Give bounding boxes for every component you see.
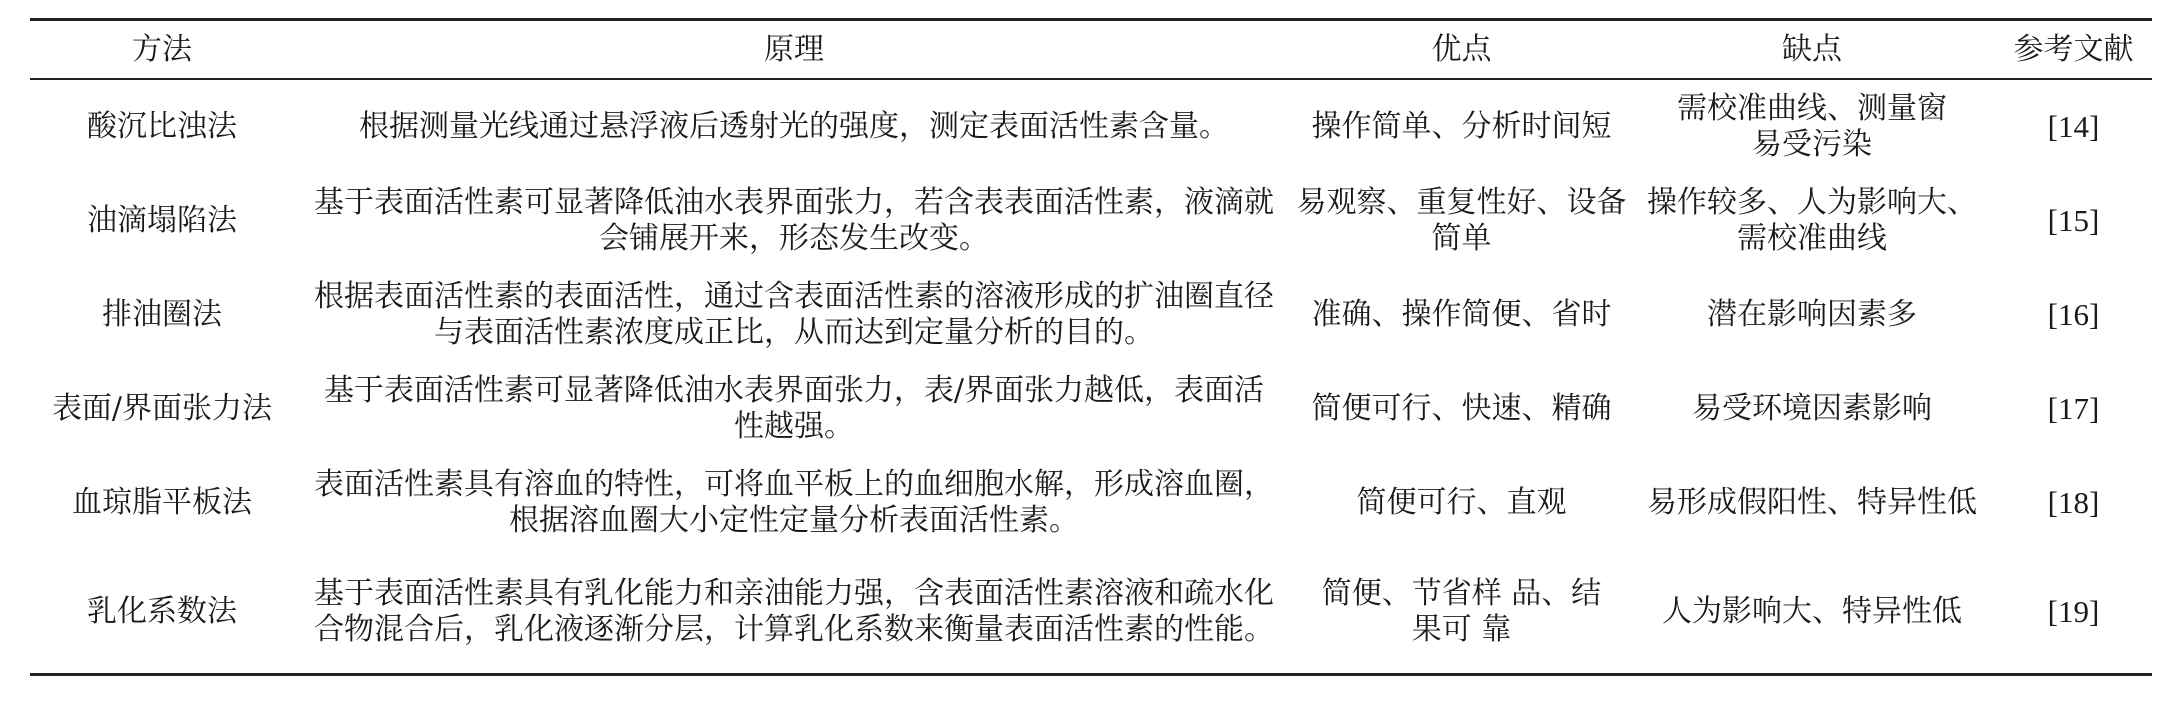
principle-cell: 表面活性素具有溶血的特性，可将血平板上的血细胞水解，形成溶血圈，根据溶血圈大小定性定量分析表面活性素。 [314, 467, 1274, 538]
reference-cell: [19] [2047, 593, 2100, 629]
pros-cell: 操作简单、分析时间短 [1311, 109, 1612, 144]
table-row [30, 362, 2152, 456]
principle-cell: 根据表面活性素的表面活性，通过含表面活性素的溶液形成的扩油圈直径与表面活性素浓度成正比，从而达到定量分析的目的。 [314, 279, 1274, 350]
pros-cell: 易观察、重复性好、设备简单 [1296, 185, 1627, 256]
principle-cell: 基于表面活性素具有乳化能力和亲油能力强，含表面活性素溶液和疏水化合物混合后，乳化液逐渐分层，计算乳化系数来衡量表面活性素的性能。 [314, 575, 1274, 647]
cons-cell: 易受环境因素影响 [1692, 391, 1932, 426]
cons-cell: 需校准曲线、测量窗易受污染 [1677, 91, 1947, 162]
principle-cell: 基于表面活性素可显著降低油水表界面张力，若含表表面活性素，液滴就会铺展开来，形态发生改变。 [314, 185, 1274, 256]
header-cons: 缺点 [1629, 21, 1995, 79]
header-reference: 参考文献 [1995, 21, 2152, 79]
pros-cell: 简便可行、直观 [1356, 485, 1567, 520]
table-row [30, 550, 2152, 673]
method-cell: 表面/界面张力法 [51, 391, 273, 426]
reference-cell: [14] [2047, 109, 2100, 144]
method-cell: 乳化系数法 [87, 593, 237, 629]
pros-cell: 准确、操作简便、省时 [1311, 297, 1612, 332]
header-row [30, 21, 2152, 79]
pros-cell: 简便、节省样 品、结果可 靠 [1321, 575, 1602, 647]
table-body [30, 79, 2152, 673]
method-cell: 血琼脂平板法 [72, 485, 252, 520]
table-row [30, 268, 2152, 362]
pros-cell: 简便可行、快速、精确 [1311, 391, 1612, 426]
header-principle: 原理 [294, 21, 1294, 79]
reference-cell: [15] [2047, 203, 2100, 238]
reference-cell: [18] [2047, 485, 2100, 520]
cons-cell: 易形成假阳性、特异性低 [1647, 485, 1977, 520]
header-pros: 优点 [1294, 21, 1629, 79]
principle-cell: 基于表面活性素可显著降低油水表界面张力，表/界面张力越低，表面活性越强。 [323, 373, 1265, 444]
table-row [30, 79, 2152, 174]
reference-cell: [17] [2047, 391, 2100, 426]
cons-cell: 潜在影响因素多 [1707, 297, 1917, 332]
method-cell: 油滴塌陷法 [87, 203, 237, 238]
principle-cell: 根据测量光线通过悬浮液后透射光的强度，测定表面活性素含量。 [359, 109, 1229, 144]
header-method: 方法 [30, 21, 294, 79]
comparison-table-container [30, 18, 2152, 676]
table-header [30, 21, 2152, 79]
comparison-table [30, 21, 2152, 673]
cons-cell: 操作较多、人为影响大、需校准曲线 [1647, 185, 1977, 256]
method-cell: 排油圈法 [102, 297, 222, 332]
table-row [30, 174, 2152, 268]
cons-cell: 人为影响大、特异性低 [1662, 593, 1962, 629]
table-row [30, 456, 2152, 550]
method-cell: 酸沉比浊法 [87, 109, 237, 144]
reference-cell: [16] [2047, 297, 2100, 332]
